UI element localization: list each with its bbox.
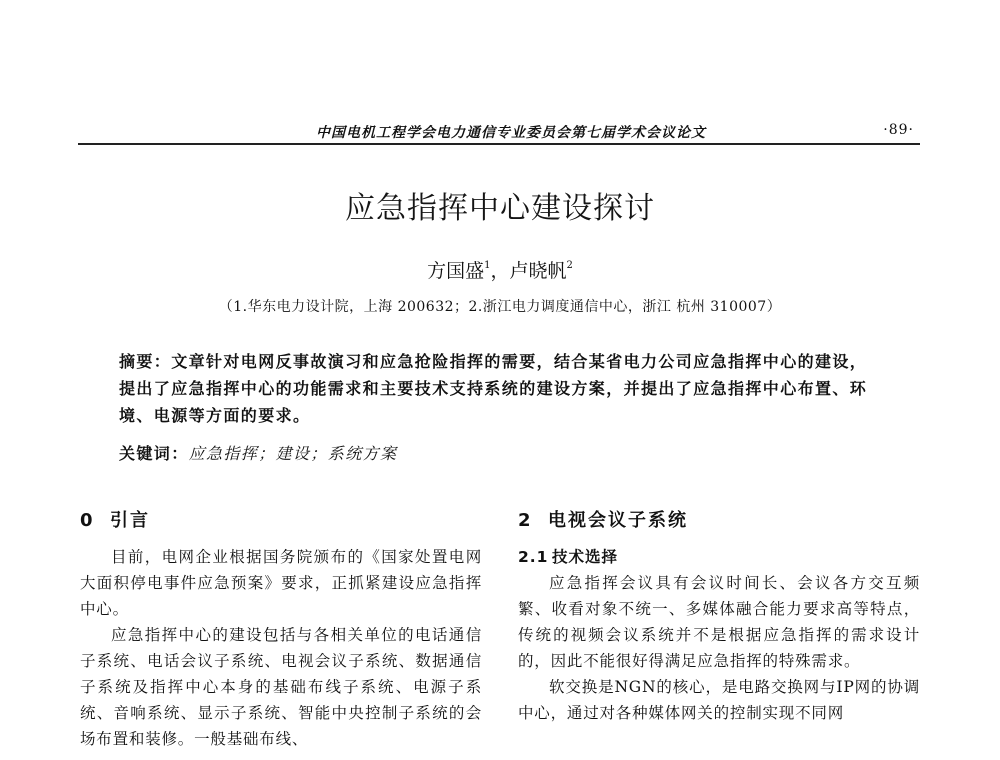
section-heading [518, 508, 920, 534]
affiliation-mark: 1 [484, 260, 491, 271]
section-number: 0 [80, 510, 95, 531]
section-title: 引言 [110, 510, 150, 531]
affiliation-mark: 2 [566, 260, 573, 271]
subsection-heading [518, 544, 920, 570]
section-heading [80, 508, 482, 534]
left-column [80, 508, 482, 752]
abstract-text: 文章针对电网反事故演习和应急抢险指挥的需要，结合某省电力公司应急指挥中心的建设，提出了应急指挥中心的功能需求和主要技术支持系统的建设方案，并提出了应急指挥中心布置、环境、电源等方面的要求。 [119, 352, 868, 425]
subsection-title: 技术选择 [552, 548, 619, 566]
running-header [78, 122, 920, 142]
section-number: 2 [518, 510, 533, 531]
header-rule [78, 143, 920, 145]
keywords [119, 440, 881, 467]
body-paragraph: 应急指挥中心的建设包括与各相关单位的电话通信子系统、电话会议子系统、电视会议子系统、数据通信子系统及指挥中心本身的基础布线子系统、电源子系统、音响系统、显示子系统、智能中央控制子系统的会场布置和装修。一般基础布线、 [80, 626, 482, 748]
right-column [518, 508, 920, 726]
body-paragraph: 应急指挥会议具有会议时间长、会议各方交互频繁、收看对象不统一、多媒体融合能力要求高等特点，传统的视频会议系统并不是根据应急指挥的需求设计的，因此不能很好得满足应急指挥的特殊需求。 [518, 574, 920, 670]
subsection-number: 2.1 [518, 548, 549, 566]
section-title: 电视会议子系统 [548, 510, 688, 531]
author-separator: ， [490, 260, 510, 282]
paper-title: 应急指挥中心建设探讨 [345, 191, 655, 226]
body-paragraph: 目前，电网企业根据国务院颁布的《国家处置电网大面积停电事件应急预案》要求，正抓紧建设应急指挥中心。 [80, 548, 482, 618]
abstract-label: 摘要： [119, 352, 172, 371]
keywords-text: 应急指挥；建设；系统方案 [188, 444, 398, 463]
author-name: 方国盛 [427, 260, 485, 282]
page-number: ·89· [883, 122, 914, 138]
affiliations: （1.华东电力设计院，上海 200632；2.浙江电力调度通信中心，浙江 杭州 310007） [218, 299, 782, 315]
body-paragraph: 软交换是NGN的核心，是电路交换网与IP网的协调中心，通过对各种媒体网关的控制实现不同网 [518, 678, 920, 722]
author-name: 卢晓帆 [509, 260, 567, 282]
journal-name: 中国电机工程学会电力通信专业委员会第七届学术会议论文 [316, 125, 706, 141]
author-line [0, 256, 1000, 283]
keywords-label: 关键词： [119, 444, 189, 463]
abstract [119, 348, 881, 429]
